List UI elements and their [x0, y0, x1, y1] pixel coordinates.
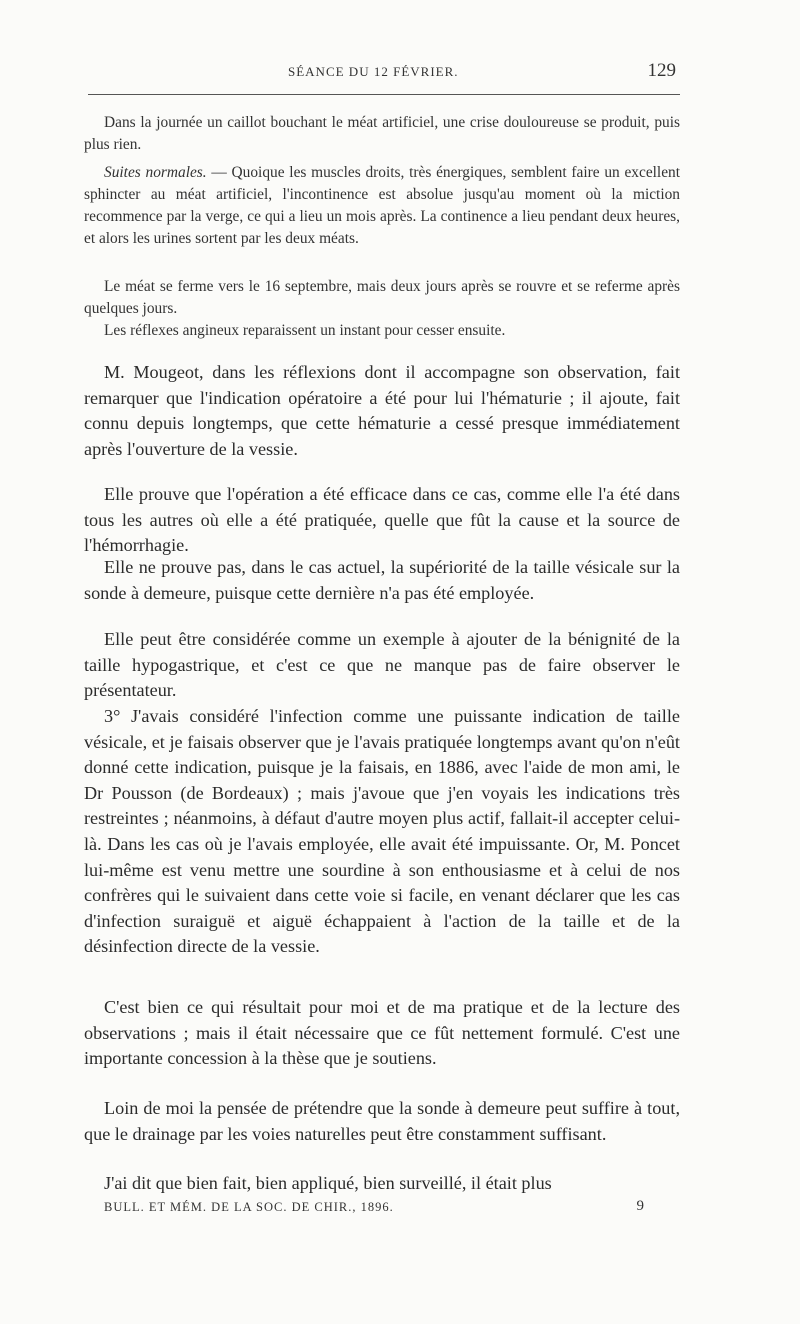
paragraph-5: M. Mougeot, dans les réflexions dont il accompagne son observation, fait remarquer que l'indication opératoire a été pour lui l'hématurie ; il ajoute, fait connu depuis longtemps, que cette hématurie a cessé presque immédiatement après l'ouverture de la vessie.	[84, 362, 680, 459]
paragraph-3: Le méat se ferme vers le 16 septembre, mais deux jours après se rouvre et se referme après quelques jours.	[84, 278, 680, 317]
paragraph-8: Elle peut être considérée comme un exemple à ajouter de la bénignité de la taille hypogastrique, et c'est ce que ne manque pas de faire observer le présentateur.	[84, 629, 680, 701]
paragraph-7: Elle ne prouve pas, dans le cas actuel, la supériorité de la taille vésicale sur la sonde à demeure, puisque cette dernière n'a pas été employée.	[84, 557, 680, 603]
paragraph-11: Loin de moi la pensée de prétendre que la sonde à demeure peut suffire à tout, que le drainage par les voies naturelles peut être constamment suffisant.	[84, 1098, 680, 1144]
paragraph-12: J'ai dit que bien fait, bien appliqué, bien surveillé, il était plus	[104, 1173, 552, 1193]
paragraph-lead: Suites normales.	[104, 164, 207, 181]
sheet-number: 9	[636, 1198, 644, 1214]
paragraph-10: C'est bien ce qui résultait pour moi et de ma pratique et de la lecture des observations ; mais il était nécessaire que ce fût nettement formulé. C'est une importante concession à la thèse que je soutiens.	[84, 997, 680, 1069]
running-header	[88, 60, 680, 86]
paragraph-2: Suites normales. — Quoique les muscles droits, très énergiques, semblent faire un excellent sphincter au méat artificiel, l'incontinence est absolue jusqu'au moment où la miction recommence par la verge, ce qui a lieu un mois après. La continence a lieu pendant deux heures, et alors les urines sortent par les deux méats.	[84, 164, 681, 247]
signature-footer	[104, 1198, 644, 1220]
paragraph-9: 3° J'avais considéré l'infection comme une puissante indication de taille vésicale, et je faisais observer que je l'avais pratiquée longtemps avant qu'on n'eût donné cette indication, puisque je la faisais, en 1886, avec l'aide de mon ami, le Dr Pousson (de Bordeaux) ; mais j'avoue que j'en voyais les indications très restreintes ; néanmoins, à défaut d'autre moyen plus actif, fallait-il accepter celui-là. Dans les cas où je l'avais employée, elle avait été impuissante. Or, M. Poncet lui-même est venu mettre une sourdine à son enthousiasme et à celui de nos confrères qui le suivaient dans cette voie si facile, en venant déclarer que les cas d'infection suraiguë et aiguë échappaient à l'action de la taille et de la désinfection directe de la vessie.	[84, 706, 680, 957]
paragraph-4: Les réflexes angineux reparaissent un instant pour cesser ensuite.	[104, 322, 506, 339]
paragraph-6: Elle prouve que l'opération a été efficace dans ce cas, comme elle l'a été dans tous les autres où elle a été pratiquée, quelle que fût la cause et la source de l'hémorrhagie.	[84, 484, 680, 556]
paragraph-1: Dans la journée un caillot bouchant le méat artificiel, une crise douloureuse se produit, puis plus rien.	[84, 114, 680, 153]
running-title: SÉANCE DU 12 FÉVRIER.	[288, 64, 459, 79]
signature-mark: BULL. ET MÉM. DE LA SOC. DE CHIR., 1896.	[104, 1200, 394, 1214]
header-rule	[88, 94, 680, 95]
page-number: 129	[647, 60, 676, 81]
